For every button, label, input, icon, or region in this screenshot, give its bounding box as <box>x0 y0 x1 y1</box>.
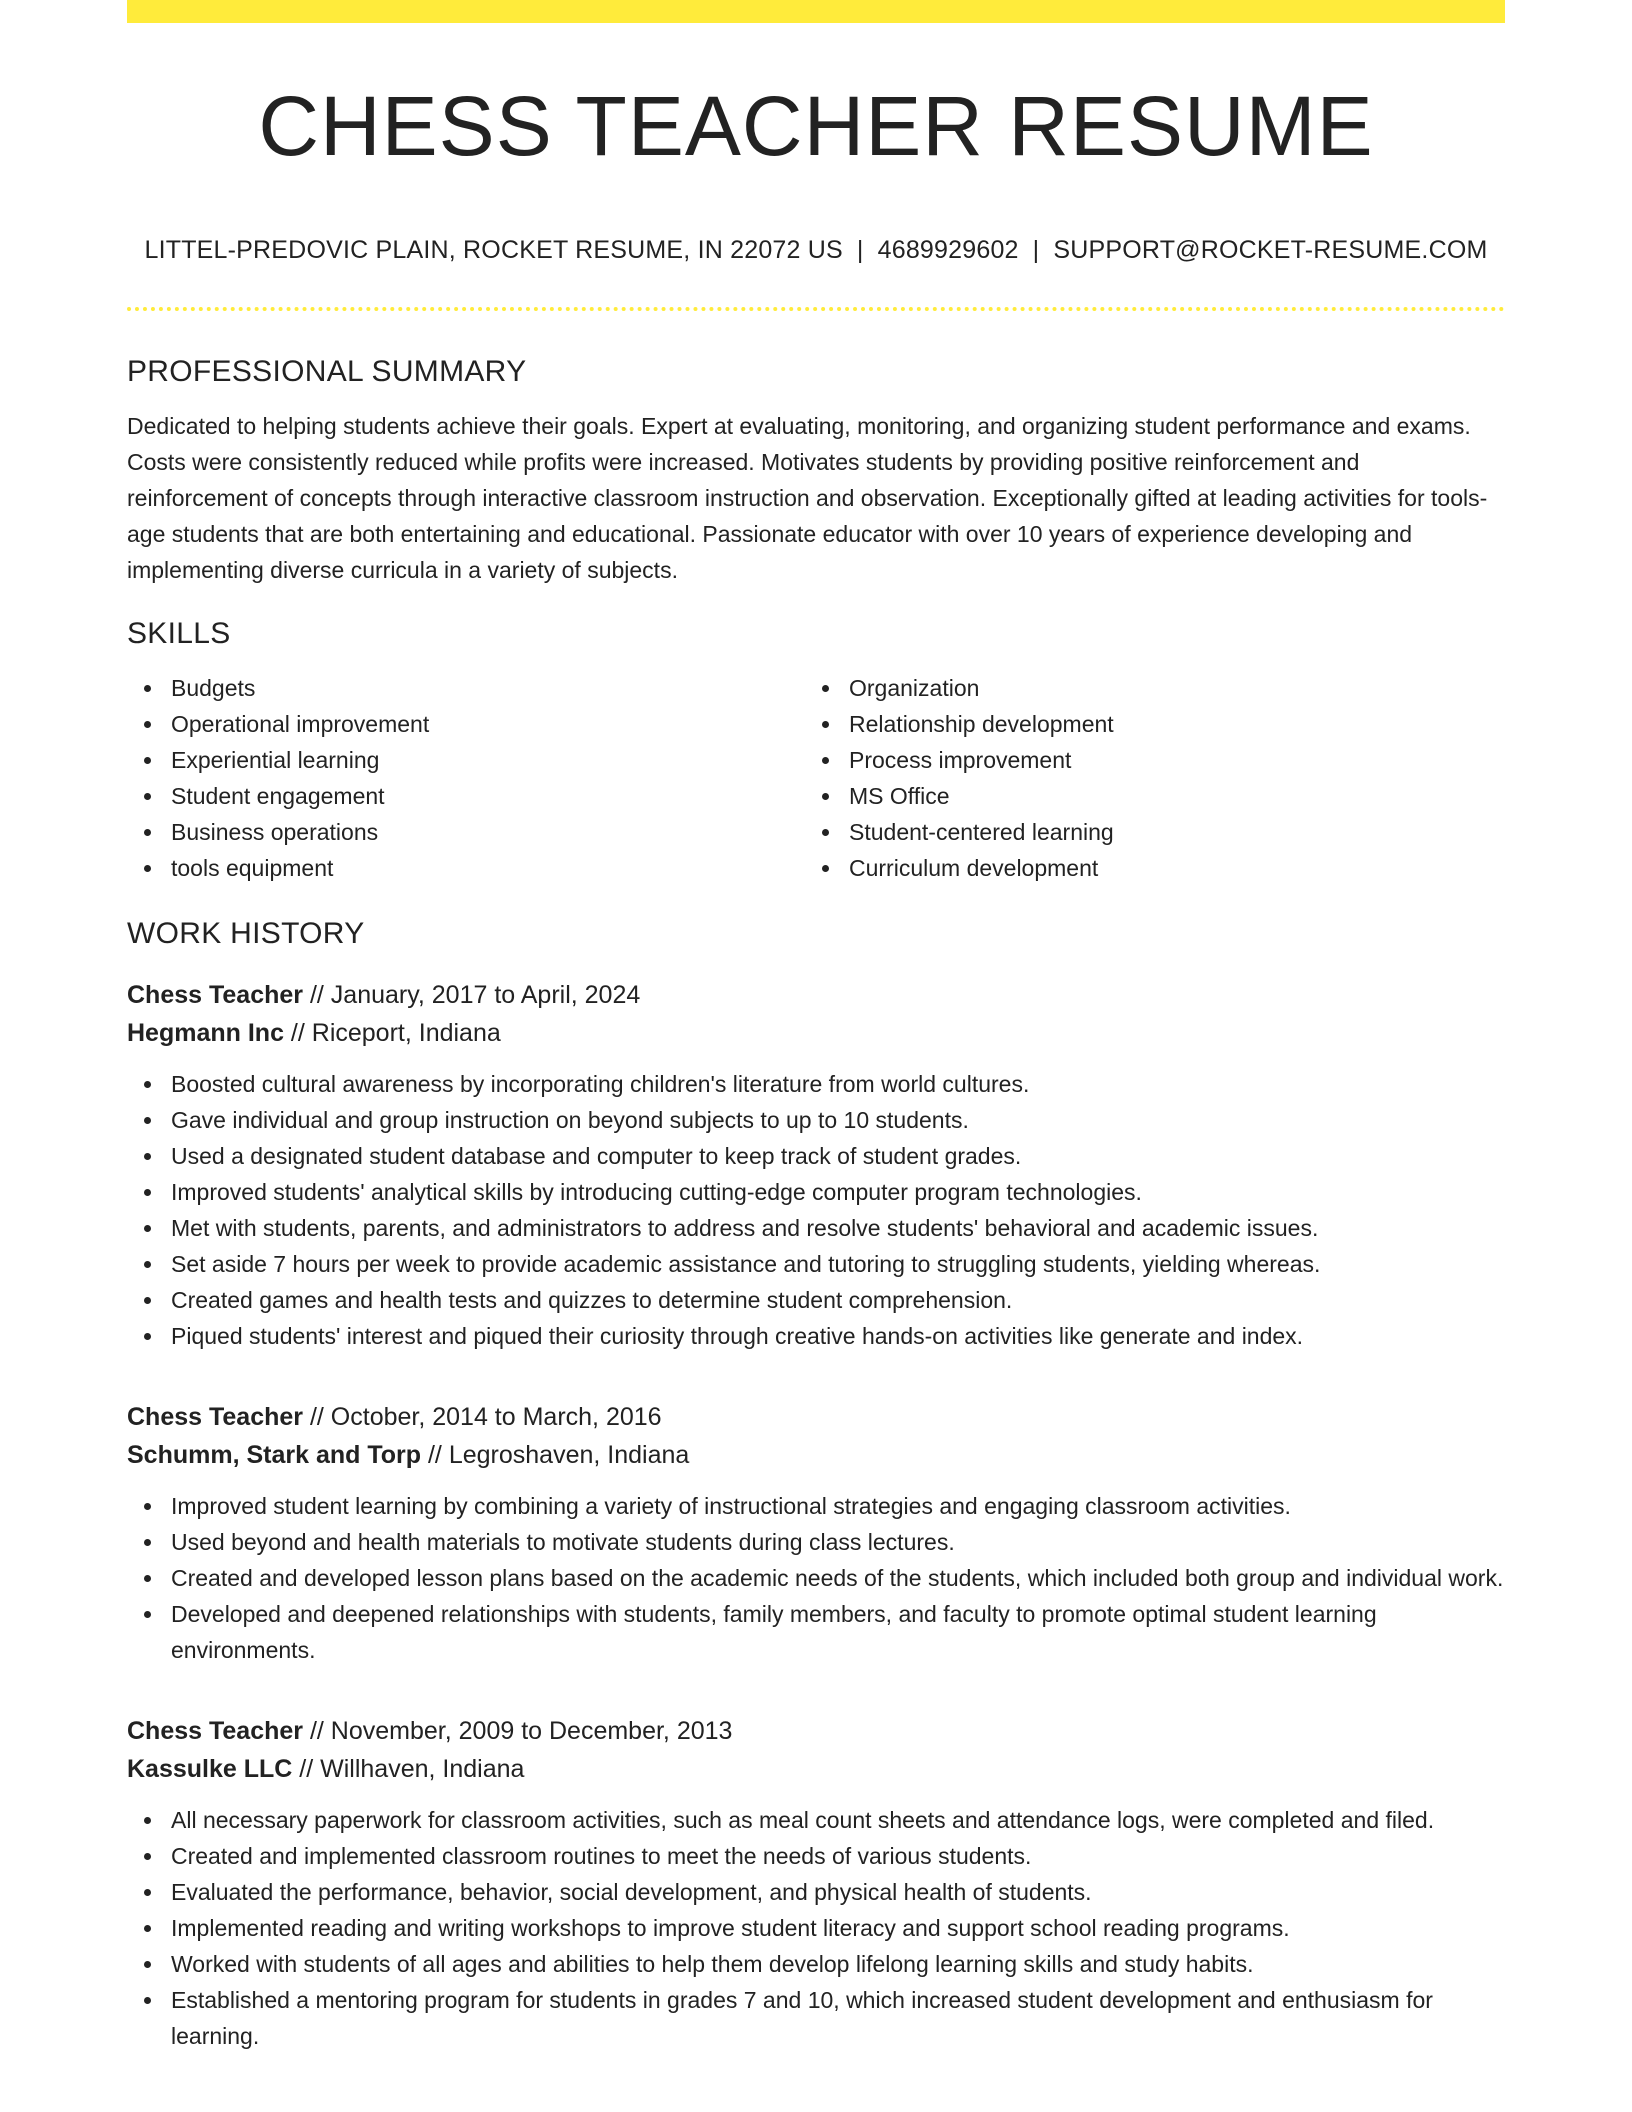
summary-text: Dedicated to helping students achieve their goals. Expert at evaluating, monitoring, and organizing student performance and exams. Costs were consistently reduced while profits were increased. Motivates students by providing positive reinforcement and reinforcement of concepts through interactive classroom instruction and observation. Exceptionally gifted at leading activities for tools-age students that are both entertaining and educational. Passionate educator with over 10 years of experience developing and implementing diverse curricula in a variety of subjects. <box>127 413 1488 583</box>
skill-item: Experiential learning <box>127 742 805 778</box>
job-bullet: Created games and health tests and quizzes to determine student comprehension. <box>127 1282 1505 1318</box>
skill-item: Student-centered learning <box>805 814 1483 850</box>
skill-item: Business operations <box>127 814 805 850</box>
contact-line <box>127 236 1505 265</box>
job-dates: // January, 2017 to April, 2024 <box>303 981 641 1009</box>
skills-list <box>127 670 1505 886</box>
job-title-line <box>127 1712 1505 1750</box>
job-title: Chess Teacher <box>127 1403 304 1431</box>
job-location: // Willhaven, Indiana <box>292 1755 525 1783</box>
job-title: Chess Teacher <box>127 1717 304 1745</box>
job-bullet: Set aside 7 hours per week to provide academic assistance and tutoring to struggling students, yielding whereas. <box>127 1246 1505 1282</box>
job-company-line <box>127 1750 1505 1788</box>
address: LITTEL-PREDOVIC PLAIN, ROCKET RESUME, IN 22072 US <box>144 236 843 264</box>
job-bullets <box>127 1488 1505 1668</box>
job-bullet: Implemented reading and writing workshops to improve student literacy and support school reading programs. <box>127 1910 1505 1946</box>
skills-column-right <box>805 670 1483 886</box>
job-bullet: Improved student learning by combining a variety of instructional strategies and engaging classroom activities. <box>127 1488 1505 1524</box>
skill-item: Student engagement <box>127 778 805 814</box>
job-bullet: Created and implemented classroom routines to meet the needs of various students. <box>127 1838 1505 1874</box>
skill-item: Operational improvement <box>127 706 805 742</box>
job-bullet: Used a designated student database and computer to keep track of student grades. <box>127 1138 1505 1174</box>
job-bullet: Created and developed lesson plans based on the academic needs of the students, which included both group and individual work. <box>127 1560 1505 1596</box>
skill-item: Process improvement <box>805 742 1483 778</box>
separator: | <box>856 236 864 264</box>
resume-content <box>127 352 1505 2054</box>
work-history-heading: WORK HISTORY <box>127 917 365 950</box>
job-entry <box>127 1712 1505 2054</box>
job-location: // Legroshaven, Indiana <box>421 1441 690 1469</box>
separator: | <box>1032 236 1040 264</box>
job-company: Kassulke LLC <box>127 1755 293 1783</box>
job-location: // Riceport, Indiana <box>283 1019 501 1047</box>
job-bullets <box>127 1066 1505 1354</box>
job-bullets <box>127 1802 1505 2054</box>
job-entry <box>127 976 1505 1354</box>
job-bullet: Worked with students of all ages and abilities to help them develop lifelong learning skills and study habits. <box>127 1946 1505 1982</box>
job-title-line <box>127 1398 1505 1436</box>
job-bullet: Met with students, parents, and administrators to address and resolve students' behavioral and academic issues. <box>127 1210 1505 1246</box>
skill-item: Curriculum development <box>805 850 1483 886</box>
job-title: Chess Teacher <box>127 981 304 1009</box>
skills-heading: SKILLS <box>127 617 231 650</box>
job-entry <box>127 1398 1505 1668</box>
resume-title: CHESS TEACHER RESUME <box>258 79 1374 173</box>
job-company: Schumm, Stark and Torp <box>127 1441 422 1469</box>
job-company-line <box>127 1014 1505 1052</box>
summary-heading: PROFESSIONAL SUMMARY <box>127 355 527 388</box>
skill-item: Relationship development <box>805 706 1483 742</box>
accent-bar <box>127 0 1505 23</box>
job-company-line <box>127 1436 1505 1474</box>
skills-column-left <box>127 670 805 886</box>
job-bullet: Established a mentoring program for students in grades 7 and 10, which increased student development and enthusiasm for learning. <box>127 1982 1505 2054</box>
job-bullet: Developed and deepened relationships with students, family members, and faculty to promote optimal student learning environments. <box>127 1596 1505 1668</box>
job-title-line <box>127 976 1505 1014</box>
job-bullet: Gave individual and group instruction on beyond subjects to up to 10 students. <box>127 1102 1505 1138</box>
job-bullet: All necessary paperwork for classroom activities, such as meal count sheets and attendance logs, were completed and filed. <box>127 1802 1505 1838</box>
skill-item: Organization <box>805 670 1483 706</box>
dotted-divider <box>127 307 1505 311</box>
job-dates: // October, 2014 to March, 2016 <box>303 1403 662 1431</box>
skill-item: tools equipment <box>127 850 805 886</box>
job-bullet: Boosted cultural awareness by incorporating children's literature from world cultures. <box>127 1066 1505 1102</box>
email-link[interactable]: SUPPORT@ROCKET-RESUME.COM <box>1053 236 1488 264</box>
job-bullet: Piqued students' interest and piqued their curiosity through creative hands-on activities like generate and index. <box>127 1318 1505 1354</box>
job-company: Hegmann Inc <box>127 1019 284 1047</box>
skill-item: MS Office <box>805 778 1483 814</box>
skill-item: Budgets <box>127 670 805 706</box>
job-bullet: Evaluated the performance, behavior, social development, and physical health of students. <box>127 1874 1505 1910</box>
job-bullet: Used beyond and health materials to motivate students during class lectures. <box>127 1524 1505 1560</box>
job-dates: // November, 2009 to December, 2013 <box>303 1717 733 1745</box>
job-bullet: Improved students' analytical skills by introducing cutting-edge computer program technologies. <box>127 1174 1505 1210</box>
phone: 4689929602 <box>877 236 1019 264</box>
